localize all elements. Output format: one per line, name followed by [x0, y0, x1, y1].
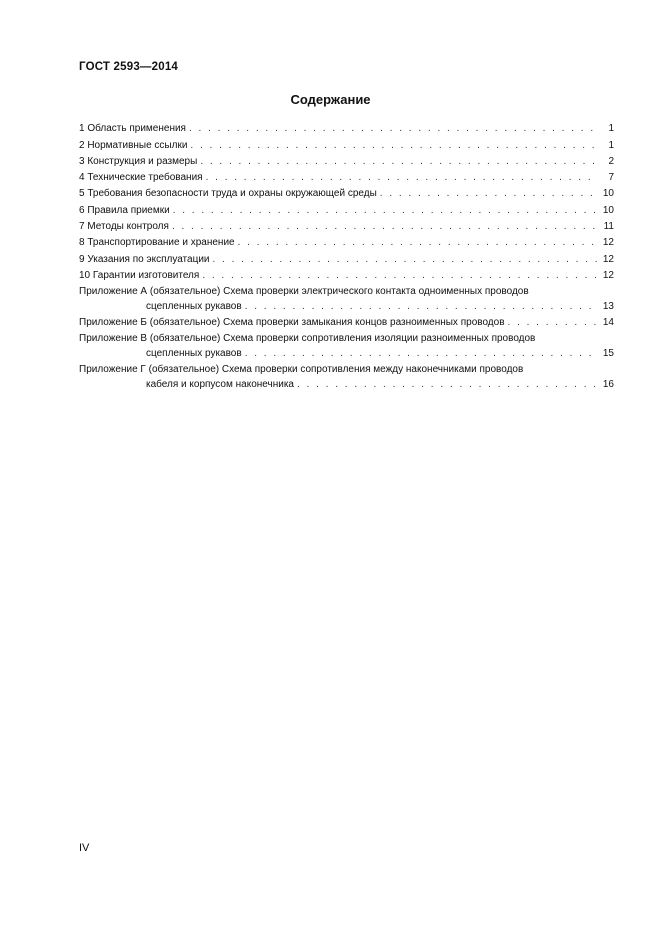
toc-entry-page: 12: [602, 269, 614, 281]
toc-entry-text: 1 Область применения: [79, 123, 186, 135]
leader-dots: [202, 269, 597, 283]
page-folio: IV: [79, 842, 90, 854]
toc-appendix-continuation: кабеля и корпусом наконечника: [146, 378, 294, 390]
toc-entry-page: 15: [602, 347, 614, 359]
toc-entry-page: 12: [602, 253, 614, 265]
toc-appendix-entry[interactable]: [79, 330, 614, 361]
toc-entry[interactable]: [79, 120, 614, 136]
toc-entry[interactable]: [79, 185, 614, 201]
toc-entry-page: 10: [602, 188, 614, 200]
leader-dots: [213, 253, 598, 267]
leader-dots: [297, 378, 597, 392]
toc-entry-page: 14: [602, 316, 614, 328]
leader-dots: [380, 187, 597, 201]
toc-entry-page: 11: [603, 221, 614, 233]
toc-entry-page: 2: [608, 155, 614, 167]
toc-appendix-continuation: сцепленных рукавов: [146, 347, 242, 359]
toc-entry-text: 5 Требования безопасности труда и охраны окружающей среды: [79, 188, 377, 200]
toc-entry[interactable]: [79, 267, 614, 283]
toc-entry-text: 10 Гарантии изготовителя: [79, 269, 200, 281]
document-code: ГОСТ 2593—2014: [79, 61, 179, 73]
toc-entry-page: 16: [602, 378, 614, 390]
toc-entry-page: 1: [608, 123, 614, 135]
leader-dots: [508, 316, 597, 330]
toc-appendix-title: Приложение Г (обязательное) Схема проверки сопротивления между наконечниками проводов: [79, 363, 524, 375]
toc-entry-page: 10: [602, 204, 614, 216]
toc-entry-page: 1: [608, 139, 614, 151]
toc-appendix-title: Приложение А (обязательное) Схема проверки электрического контакта одноименных проводов: [79, 285, 529, 297]
toc-entry-text: 9 Указания по эксплуатации: [79, 253, 210, 265]
toc-entry-text: 4 Технические требования: [79, 172, 203, 184]
toc-appendix-title: Приложение Б (обязательное) Схема проверки замыкания концов разноименных проводов: [79, 316, 505, 328]
leader-dots: [172, 220, 597, 234]
toc-appendix-entry[interactable]: [79, 283, 614, 314]
toc-entry-page: 7: [608, 172, 614, 184]
toc-entry[interactable]: [79, 250, 614, 266]
leader-dots: [173, 204, 597, 218]
leader-dots: [245, 347, 597, 361]
toc-entry-text: 7 Методы контроля: [79, 221, 169, 233]
leader-dots: [238, 236, 597, 250]
table-of-contents: [79, 120, 614, 392]
toc-appendix-title: Приложение В (обязательное) Схема проверки сопротивления изоляции разноименных проводов: [79, 332, 536, 344]
toc-entry-text: 6 Правила приемки: [79, 204, 170, 216]
toc-entry-text: 8 Транспортирование и хранение: [79, 237, 235, 249]
leader-dots: [189, 122, 597, 136]
toc-entry-page: 12: [602, 237, 614, 249]
toc-entry[interactable]: [79, 169, 614, 185]
leader-dots: [190, 139, 597, 153]
toc-appendix-entry[interactable]: [79, 314, 614, 330]
toc-entry-page: 13: [602, 300, 614, 312]
toc-entry[interactable]: [79, 201, 614, 217]
leader-dots: [206, 171, 597, 185]
toc-entry[interactable]: [79, 153, 614, 169]
toc-appendix-continuation: сцепленных рукавов: [146, 300, 242, 312]
toc-title: Содержание: [290, 92, 371, 107]
toc-entry-text: 2 Нормативные ссылки: [79, 139, 188, 151]
toc-entry-text: 3 Конструкция и размеры: [79, 155, 198, 167]
toc-entry[interactable]: [79, 136, 614, 152]
leader-dots: [200, 155, 597, 169]
toc-entry[interactable]: [79, 234, 614, 250]
toc-entry[interactable]: [79, 218, 614, 234]
toc-appendix-entry[interactable]: [79, 361, 614, 392]
leader-dots: [245, 300, 597, 314]
